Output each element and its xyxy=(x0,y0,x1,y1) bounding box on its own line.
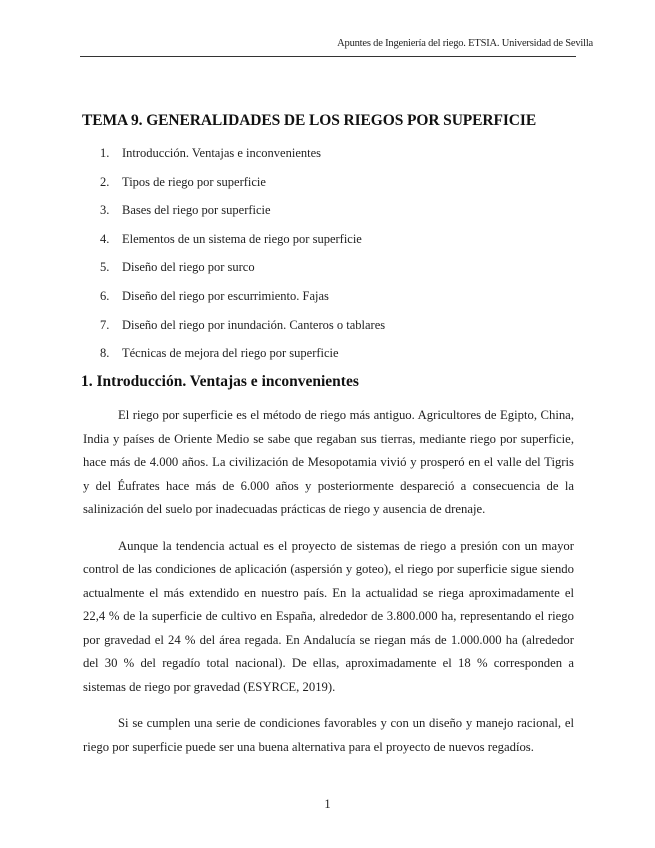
toc-item-number: 5. xyxy=(100,260,110,275)
toc-item-label: Diseño del riego por escurrimiento. Fajas xyxy=(122,288,329,303)
toc-item-number: 3. xyxy=(100,203,110,218)
header-rule xyxy=(80,56,576,57)
section-heading: 1. Introducción. Ventajas e inconvenientes xyxy=(81,373,359,390)
table-of-contents xyxy=(100,146,580,375)
toc-item-label: Técnicas de mejora del riego por superficie xyxy=(122,346,339,361)
toc-item xyxy=(100,346,580,375)
toc-item-label: Tipos de riego por superficie xyxy=(122,174,266,189)
toc-item-label: Bases del riego por superficie xyxy=(122,203,271,218)
toc-item xyxy=(100,289,580,318)
running-header: Apuntes de Ingeniería del riego. ETSIA. Universidad de Sevilla xyxy=(337,38,593,49)
section-body xyxy=(83,404,574,772)
toc-item xyxy=(100,232,580,261)
toc-item-label: Introducción. Ventajas e inconvenientes xyxy=(122,146,322,160)
toc-item-number: 1. xyxy=(100,146,110,160)
toc-item xyxy=(100,260,580,289)
toc-item-number: 6. xyxy=(100,288,110,303)
toc-item-number: 2. xyxy=(100,174,110,189)
page-number: 1 xyxy=(324,797,331,811)
toc-item-label: Elementos de un sistema de riego por superficie xyxy=(122,231,362,246)
toc-item-number: 8. xyxy=(100,346,110,361)
chapter-title: TEMA 9. GENERALIDADES DE LOS RIEGOS POR SUPERFICIE xyxy=(82,112,537,129)
toc-item xyxy=(100,146,580,175)
toc-item xyxy=(100,175,580,204)
body-paragraph: Aunque la tendencia actual es el proyecto de sistemas de riego a presión con un mayor control de las condiciones de aplicación (aspersión y goteo), el riego por superficie sigue siendo actualmente el más extendido en nuestro país. En la actualidad se riega aproximadamente el 22,4 % de la superficie de cultivo en España, alrededor de 3.800.000 ha, representando el riego por gravedad el 24 % del área regada. En Andalucía se riegan más de 1.000.000 ha (alrededor del 30 % del regadío total nacional). De ellas, aproximadamente el 18 % corresponden a sistemas de riego por gravedad (ESYRCE, 2019). xyxy=(83,538,574,694)
toc-item xyxy=(100,203,580,232)
toc-item-number: 4. xyxy=(100,231,110,246)
toc-item-label: Diseño del riego por inundación. Canteros o tablares xyxy=(122,317,386,332)
toc-item-label: Diseño del riego por surco xyxy=(122,260,255,275)
body-paragraph: El riego por superficie es el método de riego más antiguo. Agricultores de Egipto, China, India y países de Oriente Medio se sabe que regaban sus tierras, mediante riego por superficie, hace más de 4.000 años. La civilización de Mesopotamia vivió y prosperó en el valle del Tigris y del Éufrates hace más de 6.000 años y posteriormente despareció a consecuencia de la salinización del suelo por inadecuadas prácticas de riego y ausencia de drenaje. xyxy=(83,408,574,516)
toc-item-number: 7. xyxy=(100,317,110,332)
body-paragraph: Si se cumplen una serie de condiciones favorables y con un diseño y manejo racional, el riego por superficie puede ser una buena alternativa para el proyecto de nuevos regadíos. xyxy=(83,716,574,754)
toc-item xyxy=(100,318,580,347)
